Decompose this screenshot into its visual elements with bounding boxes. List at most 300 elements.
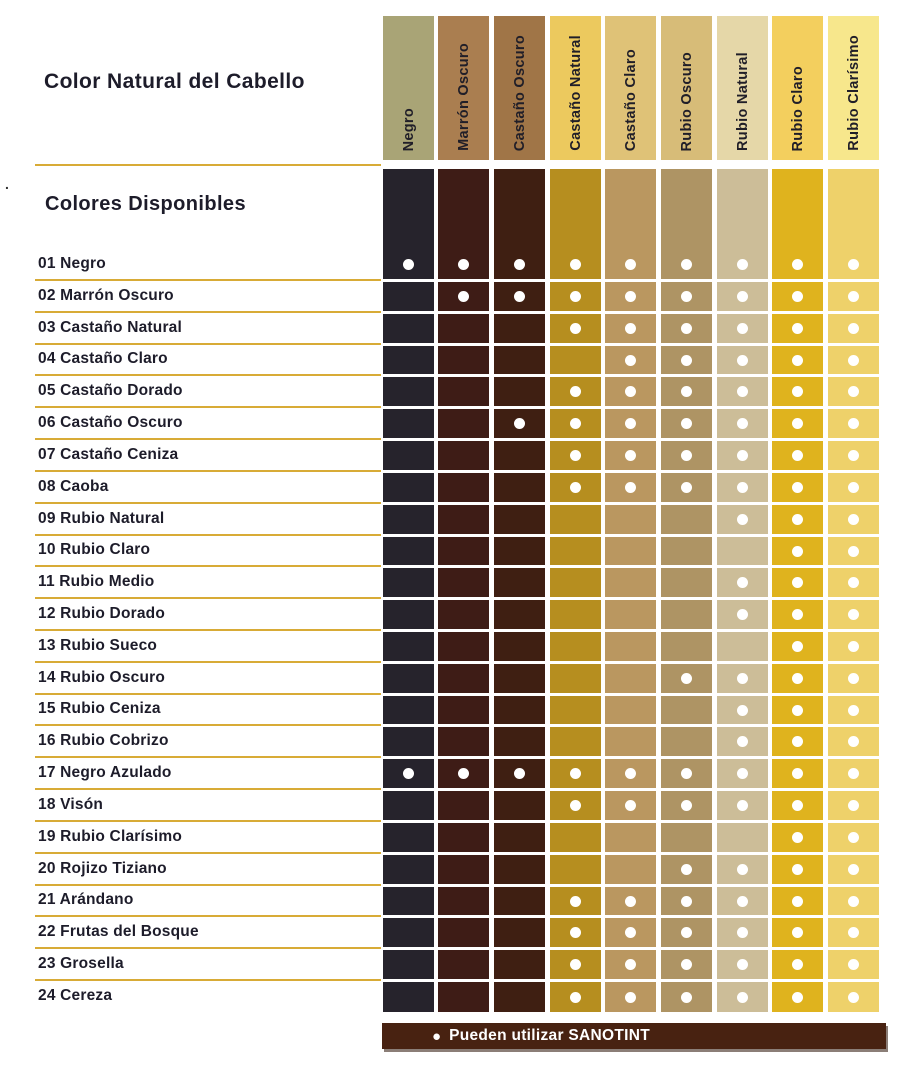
grid-cell (494, 505, 545, 534)
compatibility-dot-icon (625, 418, 636, 429)
grid-cell (661, 950, 712, 979)
compatibility-dot-icon (514, 418, 525, 429)
compatibility-dot-icon (625, 323, 636, 334)
grid-cell (605, 887, 656, 915)
grid-cell (494, 982, 545, 1012)
grid-cell (550, 918, 601, 947)
compatibility-dot-icon (681, 418, 692, 429)
compatibility-dot-icon (737, 673, 748, 684)
grid-cell (717, 441, 768, 470)
grid-cell (828, 377, 879, 406)
grid-cell (438, 568, 489, 597)
grid-cell (717, 282, 768, 311)
grid-cell (438, 314, 489, 343)
compatibility-dot-icon (737, 992, 748, 1003)
grid-cell (772, 568, 823, 597)
row-label (38, 505, 378, 533)
grid-cell (772, 823, 823, 852)
compatibility-dot-icon (792, 736, 803, 747)
grid-cell (383, 887, 434, 915)
grid-cell (550, 823, 601, 852)
grid-cell (772, 441, 823, 470)
grid-cell (383, 282, 434, 311)
grid-cell (550, 664, 601, 693)
grid-cell (661, 505, 712, 534)
compatibility-dot-icon (458, 259, 469, 270)
compatibility-dot-icon (681, 386, 692, 397)
compatibility-dot-icon (848, 259, 859, 270)
row-label (38, 568, 378, 596)
grid-cell (828, 600, 879, 629)
grid-cell (383, 918, 434, 947)
grid-cell (494, 696, 545, 724)
grid-cell (494, 950, 545, 979)
compatibility-dot-icon (681, 800, 692, 811)
row-label-text: 10 Rubio Claro (38, 541, 151, 558)
row-label-text: 06 Castaño Oscuro (38, 414, 183, 431)
compatibility-dot-icon (792, 959, 803, 970)
grid-cell (550, 696, 601, 724)
grid-cell (550, 314, 601, 343)
compatibility-dot-icon (681, 323, 692, 334)
grid-cell (438, 727, 489, 756)
grid-cell (438, 791, 489, 820)
compatibility-dot-icon (792, 768, 803, 779)
compatibility-dot-icon (848, 896, 859, 907)
row-label-text: 13 Rubio Sueco (38, 637, 158, 654)
row-divider (35, 565, 381, 567)
column-header-label: Marrón Oscuro (455, 43, 472, 151)
grid-cell (494, 441, 545, 470)
grid-cell (828, 950, 879, 979)
grid-cell (661, 282, 712, 311)
column-header-label: Negro (400, 107, 417, 151)
grid-cell (383, 632, 434, 661)
row-divider (35, 756, 381, 758)
grid-cell (550, 759, 601, 788)
compatibility-dot-icon (625, 291, 636, 302)
compatibility-dot-icon (792, 927, 803, 938)
compatibility-dot-icon (403, 768, 414, 779)
grid-cell (661, 600, 712, 629)
compatibility-dot-icon (681, 959, 692, 970)
grid-cell (438, 537, 489, 565)
column-header (661, 16, 712, 160)
row-label-text: 07 Castaño Ceniza (38, 446, 179, 463)
grid-cell (494, 918, 545, 947)
grid-cell (661, 473, 712, 502)
compatibility-dot-icon (737, 323, 748, 334)
row-divider (35, 915, 381, 917)
row-divider (35, 438, 381, 440)
compatibility-dot-icon (792, 641, 803, 652)
grid-cell (772, 696, 823, 724)
available-colors-title: Colores Disponibles (45, 193, 246, 215)
row-label (38, 473, 378, 501)
compatibility-dot-icon (681, 291, 692, 302)
compatibility-dot-icon (625, 386, 636, 397)
grid-cell (772, 918, 823, 947)
grid-cell (438, 346, 489, 374)
column-header-label: Rubio Natural (734, 52, 751, 151)
grid-cell (438, 377, 489, 406)
grid-cell (717, 823, 768, 852)
compatibility-dot-icon (737, 259, 748, 270)
compatibility-dot-icon (625, 927, 636, 938)
row-label-text: 17 Negro Azulado (38, 764, 172, 781)
row-divider (35, 947, 381, 949)
compatibility-dot-icon (570, 259, 581, 270)
compatibility-dot-icon (792, 546, 803, 557)
grid-cell (661, 982, 712, 1012)
grid-cell (717, 696, 768, 724)
grid-cell (550, 791, 601, 820)
compatibility-dot-icon (737, 768, 748, 779)
compatibility-dot-icon (792, 705, 803, 716)
grid-cell (717, 169, 768, 279)
grid-cell (828, 568, 879, 597)
row-label-text: 18 Visón (38, 796, 104, 813)
grid-cell (605, 950, 656, 979)
grid-cell (383, 950, 434, 979)
legend-bar (382, 1023, 886, 1049)
grid-cell (772, 887, 823, 915)
grid-cell (550, 473, 601, 502)
grid-cell (494, 537, 545, 565)
grid-cell (438, 855, 489, 884)
grid-cell (494, 823, 545, 852)
grid-cell (605, 568, 656, 597)
compatibility-dot-icon (514, 768, 525, 779)
compatibility-dot-icon (848, 450, 859, 461)
compatibility-dot-icon (514, 291, 525, 302)
compatibility-dot-icon (737, 800, 748, 811)
row-label-text: 15 Rubio Ceniza (38, 700, 161, 717)
compatibility-dot-icon (792, 323, 803, 334)
grid-cell (828, 918, 879, 947)
grid-cell (717, 568, 768, 597)
grid-cell (383, 600, 434, 629)
compatibility-dot-icon (737, 482, 748, 493)
grid-cell (717, 600, 768, 629)
grid-cell (550, 409, 601, 438)
column-header (828, 16, 879, 160)
grid-cell (717, 791, 768, 820)
compatibility-dot-icon (570, 323, 581, 334)
compatibility-dot-icon (625, 800, 636, 811)
grid-cell (383, 409, 434, 438)
grid-cell (772, 632, 823, 661)
compatibility-dot-icon (737, 418, 748, 429)
grid-cell (383, 441, 434, 470)
compatibility-dot-icon (570, 896, 581, 907)
compatibility-dot-icon (848, 546, 859, 557)
row-label-text: 01 Negro (38, 255, 106, 272)
compatibility-dot-icon (737, 959, 748, 970)
compatibility-dot-icon (737, 450, 748, 461)
grid-cell (438, 759, 489, 788)
grid-cell (383, 791, 434, 820)
column-header-label: Castaño Claro (622, 48, 639, 151)
row-label-text: 21 Arándano (38, 891, 134, 908)
grid-cell (828, 409, 879, 438)
grid-cell (438, 441, 489, 470)
grid-cell (828, 855, 879, 884)
compatibility-dot-icon (570, 418, 581, 429)
compatibility-dot-icon (848, 959, 859, 970)
row-label-text: 12 Rubio Dorado (38, 605, 166, 622)
row-label (38, 282, 378, 310)
grid-cell (550, 537, 601, 565)
grid-cell (772, 282, 823, 311)
grid-cell (717, 409, 768, 438)
row-divider (35, 279, 381, 281)
row-label-text: 20 Rojizo Tiziano (38, 860, 167, 877)
row-label (38, 791, 378, 819)
column-header (494, 16, 545, 160)
grid-cell (717, 632, 768, 661)
grid-cell (383, 537, 434, 565)
grid-cell (494, 727, 545, 756)
row-label (38, 250, 378, 278)
column-header (605, 16, 656, 160)
compatibility-dot-icon (792, 864, 803, 875)
compatibility-dot-icon (458, 768, 469, 779)
grid-cell (438, 918, 489, 947)
grid-cell (661, 664, 712, 693)
grid-cell (494, 409, 545, 438)
grid-cell (717, 505, 768, 534)
grid-cell (605, 169, 656, 279)
grid-cell (605, 377, 656, 406)
grid-cell (772, 791, 823, 820)
compatibility-dot-icon (625, 896, 636, 907)
grid-cell (661, 632, 712, 661)
grid-cell (661, 314, 712, 343)
grid-cell (661, 823, 712, 852)
grid-cell (717, 314, 768, 343)
row-label (38, 855, 378, 883)
grid-cell (550, 887, 601, 915)
compatibility-dot-icon (570, 482, 581, 493)
grid-cell (772, 346, 823, 374)
row-divider (35, 406, 381, 408)
compatibility-dot-icon (792, 514, 803, 525)
grid-cell (438, 982, 489, 1012)
grid-cell (772, 537, 823, 565)
grid-cell (661, 441, 712, 470)
row-label-text: 16 Rubio Cobrizo (38, 732, 169, 749)
dot-icon: ● (432, 1027, 442, 1045)
row-label-text: 02 Marrón Oscuro (38, 287, 174, 304)
column-header (438, 16, 489, 160)
column-header (772, 16, 823, 160)
compatibility-dot-icon (570, 768, 581, 779)
grid-cell (494, 282, 545, 311)
grid-cell (717, 664, 768, 693)
grid-cell (661, 346, 712, 374)
grid-cell (828, 505, 879, 534)
row-label (38, 727, 378, 755)
grid-cell (550, 727, 601, 756)
grid-cell (383, 823, 434, 852)
compatibility-dot-icon (625, 992, 636, 1003)
row-divider (35, 979, 381, 981)
column-header-label: Castaño Natural (567, 35, 584, 151)
grid-cell (717, 473, 768, 502)
compatibility-dot-icon (848, 355, 859, 366)
grid-cell (605, 314, 656, 343)
grid-cell (383, 696, 434, 724)
grid-cell (772, 473, 823, 502)
compatibility-dot-icon (792, 609, 803, 620)
compatibility-dot-icon (681, 259, 692, 270)
grid-cell (828, 632, 879, 661)
grid-cell (772, 950, 823, 979)
grid-cell (438, 696, 489, 724)
grid-cell (828, 727, 879, 756)
compatibility-dot-icon (681, 992, 692, 1003)
grid-cell (661, 409, 712, 438)
grid-cell (605, 982, 656, 1012)
grid-cell (828, 696, 879, 724)
compatibility-dot-icon (792, 355, 803, 366)
grid-cell (438, 600, 489, 629)
compatibility-dot-icon (848, 864, 859, 875)
compatibility-dot-icon (681, 355, 692, 366)
grid-cell (828, 537, 879, 565)
row-label (38, 823, 378, 851)
grid-cell (772, 664, 823, 693)
grid-cell (661, 169, 712, 279)
grid-cell (661, 855, 712, 884)
grid-cell (605, 696, 656, 724)
compatibility-dot-icon (625, 355, 636, 366)
grid-cell (661, 696, 712, 724)
grid-cell (717, 537, 768, 565)
compatibility-dot-icon (737, 736, 748, 747)
compatibility-dot-icon (737, 864, 748, 875)
grid-cell (383, 377, 434, 406)
grid-cell (717, 982, 768, 1012)
grid-cell (605, 600, 656, 629)
column-header (550, 16, 601, 160)
grid-cell (772, 600, 823, 629)
grid-cell (605, 664, 656, 693)
grid-cell (605, 346, 656, 374)
compatibility-dot-icon (848, 992, 859, 1003)
grid-cell (661, 759, 712, 788)
row-label (38, 536, 378, 564)
row-divider (35, 820, 381, 822)
grid-cell (605, 473, 656, 502)
grid-cell (494, 473, 545, 502)
grid-cell (828, 314, 879, 343)
grid-cell (772, 759, 823, 788)
grid-cell (494, 855, 545, 884)
row-label (38, 950, 378, 978)
compatibility-dot-icon (848, 673, 859, 684)
column-header-label: Rubio Oscuro (678, 51, 695, 151)
row-divider (35, 724, 381, 726)
grid-cell (438, 169, 489, 279)
grid-cell (772, 169, 823, 279)
compatibility-dot-icon (848, 577, 859, 588)
row-divider (35, 788, 381, 790)
grid-cell (494, 169, 545, 279)
grid-cell (828, 473, 879, 502)
grid-cell (828, 982, 879, 1012)
grid-cell (494, 377, 545, 406)
grid-cell (828, 823, 879, 852)
grid-cell (717, 918, 768, 947)
grid-cell (438, 887, 489, 915)
grid-cell (828, 169, 879, 279)
grid-cell (605, 537, 656, 565)
compatibility-dot-icon (570, 386, 581, 397)
row-label-text: 23 Grosella (38, 955, 124, 972)
grid-cell (383, 505, 434, 534)
grid-cell (438, 632, 489, 661)
column-header-label: Rubio Clarísimo (845, 35, 862, 151)
grid-cell (661, 887, 712, 915)
grid-cell (605, 823, 656, 852)
row-label-text: 22 Frutas del Bosque (38, 923, 199, 940)
grid-cell (605, 409, 656, 438)
compatibility-dot-icon (737, 386, 748, 397)
grid-cell (550, 950, 601, 979)
row-label-text: 05 Castaño Dorado (38, 382, 183, 399)
row-label (38, 377, 378, 405)
row-label (38, 664, 378, 692)
grid-cell (494, 791, 545, 820)
grid-cell (383, 664, 434, 693)
grid-cell (383, 855, 434, 884)
row-divider (35, 311, 381, 313)
column-header-label: Rubio Claro (789, 65, 806, 151)
compatibility-dot-icon (681, 896, 692, 907)
grid-cell (383, 982, 434, 1012)
compatibility-dot-icon (737, 896, 748, 907)
row-label-text: 24 Cereza (38, 987, 113, 1004)
grid-cell (717, 377, 768, 406)
grid-cell (550, 346, 601, 374)
compatibility-dot-icon (681, 864, 692, 875)
compatibility-dot-icon (848, 323, 859, 334)
compatibility-dot-icon (403, 259, 414, 270)
grid-cell (772, 314, 823, 343)
grid-cell (383, 759, 434, 788)
compatibility-dot-icon (625, 959, 636, 970)
row-label (38, 345, 378, 373)
compatibility-dot-icon (848, 482, 859, 493)
grid-cell (772, 377, 823, 406)
grid-cell (550, 982, 601, 1012)
row-label (38, 982, 378, 1010)
grid-cell (661, 791, 712, 820)
grid-cell (661, 727, 712, 756)
compatibility-dot-icon (737, 927, 748, 938)
compatibility-dot-icon (848, 291, 859, 302)
grid-cell (661, 918, 712, 947)
grid-cell (550, 632, 601, 661)
grid-cell (494, 759, 545, 788)
grid-cell (438, 409, 489, 438)
grid-cell (494, 632, 545, 661)
grid-cell (828, 887, 879, 915)
grid-cell (550, 282, 601, 311)
compatibility-dot-icon (737, 705, 748, 716)
